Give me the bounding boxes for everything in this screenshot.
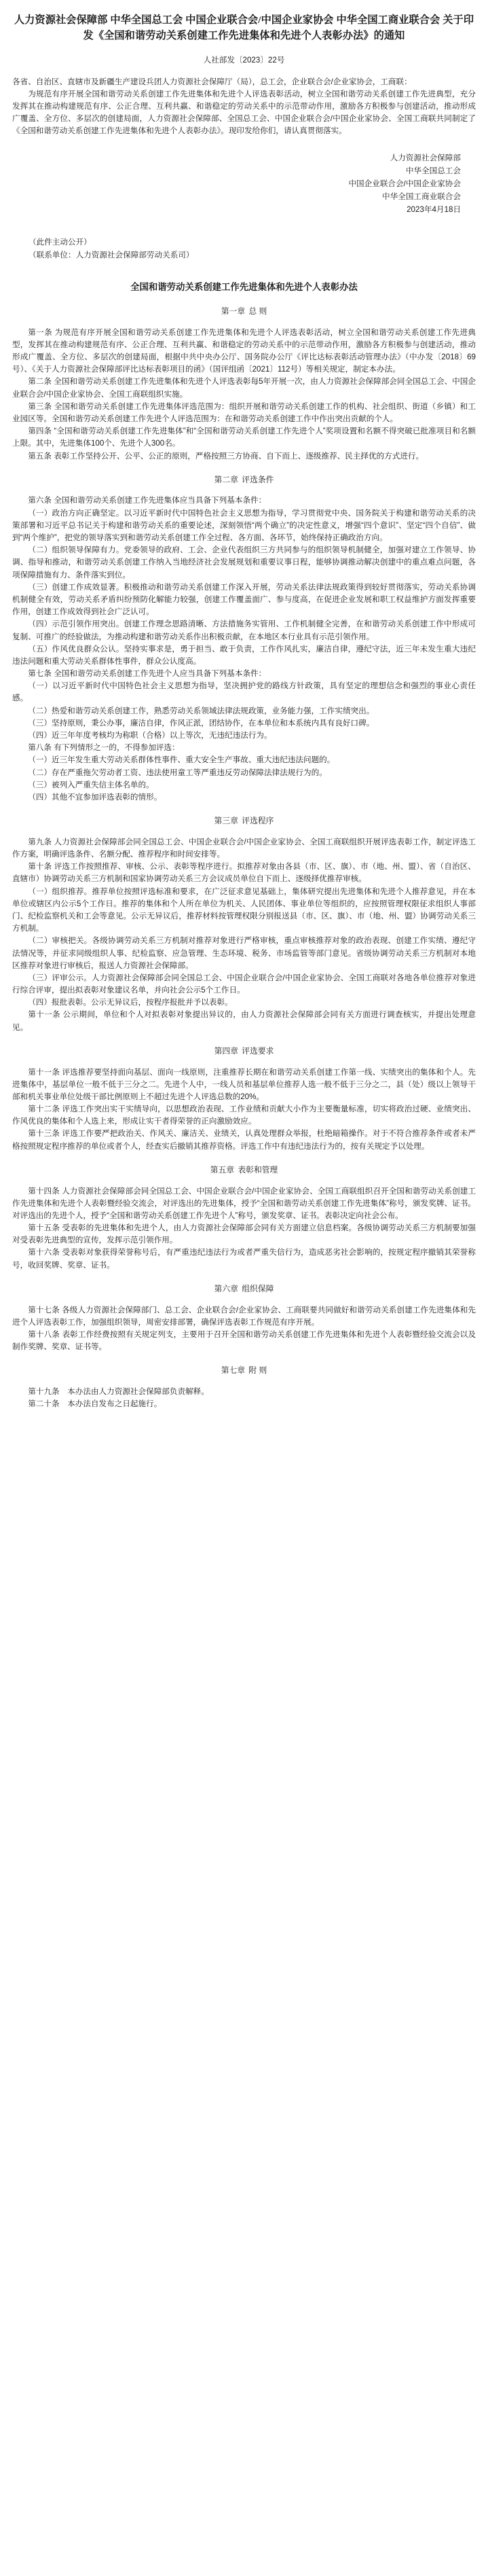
article-paragraph: 第三条 全国和谐劳动关系创建工作先进集体评选范围为：组织开展和谐劳动关系创建工作的机构、社会组织、街道（乡镇）和工业园区等。全国和谐劳动关系创建工作先进个人评选范围为：在和谐劳动关系创建工作中作出突出贡献的个人。	[12, 401, 476, 424]
signature-block	[12, 152, 476, 216]
signatory: 中国企业联合会/中国企业家协会	[348, 179, 461, 188]
notice-body: 为规范有序开展全国和谐劳动关系创建工作先进集体和先进个人评选表彰活动，树立全国和谐劳动关系创建工作先进典型，充分发挥其在推动构建规范有序、公正合理、互利共赢、和谐稳定的劳动关系中的示范带动作用，激励各方积极参与创建活动，推动形成广覆盖、全方位、多层次的创建局面，人力资源社会保障部、全国总工会、中国企业联合会/中国企业家协会、全国工商联共同制定了《全国和谐劳动关系创建工作先进集体和先进个人表彰办法》。现印发给你们，请认真贯彻落实。	[12, 89, 476, 136]
signatory: 人力资源社会保障部	[390, 154, 461, 163]
chapter-number: 第二章	[214, 474, 238, 484]
article-paragraph: （二）热爱和谐劳动关系创建工作，熟悉劳动关系领域法律法规政策，业务能力强，工作实绩突出。	[28, 706, 375, 715]
article-paragraph: 第八条 有下列情形之一的，不得参加评选：	[28, 743, 180, 753]
signatory: 中华全国工商业联合会	[382, 192, 461, 201]
article-paragraph: 第二条 全国和谐劳动关系创建工作先进集体和先进个人评选表彰每5年开展一次，由人力资源社会保障部会同全国总工会、中国企业联合会/中国企业家协会、全国工商联组织实施。	[12, 377, 476, 399]
article-paragraph: （四）其他不宜参加评选表彰的情形。	[28, 792, 162, 802]
article-paragraph: 第九条 人力资源社会保障部会同全国总工会、中国企业联合会/中国企业家协会、全国工商联组织开展评选表彰工作，制定评选工作方案，明确评选条件、名额分配、推荐程序和时间安排等。	[12, 837, 476, 859]
article-paragraph: （二）存在严重拖欠劳动者工资、违法使用童工等严重违反劳动保障法律法规行为的。	[28, 768, 327, 777]
notice-document-number: 人社部发〔2023〕22号	[203, 56, 285, 65]
notice-footnotes	[12, 236, 476, 262]
chapter-heading	[12, 1365, 476, 1377]
chapter-heading	[12, 1045, 476, 1058]
article-paragraph: （一）政治方向正确坚定。以习近平新时代中国特色社会主义思想为指导，学习贯彻党中央、国务院关于构建和谐劳动关系的决策部署和习近平总书记关于构建和谐劳动关系的重要论述，深刻领悟“两个确立”的决定性意义，增强“四个意识”、坚定“四个自信”、做到“两个维护”，把党的领导落实到和谐劳动关系创建工作全过程、各方面、各环节，始终保持正确政治方向。	[12, 508, 476, 543]
chapter-name: 附 则	[248, 1365, 267, 1376]
chapter-number: 第七章	[221, 1365, 246, 1376]
notice-title: 人力资源社会保障部 中华全国总工会 中国企业联合会/中国企业家协会 中华全国工商业联合会 关于印发《全国和谐劳动关系创建工作先进集体和先进个人表彰办法》的通知	[14, 14, 474, 42]
article-paragraph: （三）被列入严重失信主体名单的。	[28, 780, 154, 789]
notice-date: 2023年4月18日	[407, 204, 461, 214]
chapter-number: 第四章	[214, 1045, 238, 1056]
chapter-number: 第五章	[210, 1164, 235, 1175]
article-paragraph: 第十一条 公示期间，单位和个人对拟表彰对象提出异议的，由人力资源社会保障部会同有关方面进行调查核实，并提出处理意见。	[12, 1010, 476, 1032]
article-paragraph: 第七条 全国和谐劳动关系创建工作先进个人应当具备下列基本条件：	[28, 669, 267, 679]
article-paragraph: 第十一条 评选推荐要坚持面向基层、面向一线原则，注重推荐长期在和谐劳动关系创建工作第一线、实绩突出的集体和个人。先进集体中，基层单位一般不低于三分之二。先进个人中，一线人员和基层单位推荐人选一般不低于三分之二，县（处）级以上领导干部和机关事业单位处级干部比例原则上不超过先进个人评选总数的20%。	[12, 1067, 476, 1101]
attachment-body	[12, 306, 476, 1410]
article-paragraph: 第六条 全国和谐劳动关系创建工作先进集体应当具备下列基本条件：	[28, 496, 267, 505]
chapter-name: 评选程序	[242, 816, 274, 826]
article-paragraph: （四）报批表彰。公示无异议后，按程序报批并予以表彰。	[28, 998, 233, 1007]
article-paragraph: 第十六条 受表彰对象获得荣誉称号后，有严重违纪违法行为或者严重失信行为，造成恶劣社会影响的，按规定程序撤销其荣誉称号，收回奖牌、奖章、证书。	[12, 1248, 476, 1270]
attachment-title: 全国和谐劳动关系创建工作先进集体和先进个人表彰办法	[130, 281, 358, 292]
article-paragraph: 第十三条 评选工作要严把政治关、作风关、廉洁关、业绩关，认真处理群众举报，杜绝暗箱操作。对于不符合推荐条件或者未严格按照规定程序推荐的单位或者个人，经查实后撤销其推荐资格。评选工作中有违纪违法行为的，按有关规定予以处理。	[12, 1129, 476, 1151]
article-paragraph: 第五条 表彰工作坚持公开、公平、公正的原则，严格按照三方协商、自下而上、逐级推荐、民主择优的方式进行。	[28, 451, 424, 461]
article-paragraph: （三）评审公示。人力资源社会保障部会同全国总工会、中国企业联合会/中国企业家协会、全国工商联对各地各单位推荐对象进行综合评审，提出拟表彰对象建议名单，并向社会公示5个工作日。	[12, 973, 476, 995]
article-paragraph: （三）创建工作成效显著。积极推动和谐劳动关系创建工作深入开展，劳动关系法律法规政策得到较好贯彻落实，劳动关系协调机制健全有效，劳动关系矛盾纠纷预防化解能力较强，创建工作覆盖面广、参与度高，在促进企业发展和职工权益维护方面发挥重要作用，创建工作成效得到社会广泛认可。	[12, 582, 476, 617]
article-paragraph: 第十八条 表彰工作经费按照有关规定列支，主要用于召开全国和谐劳动关系创建工作先进集体和先进个人表彰暨经验交流会以及制作奖牌、奖章、证书等。	[12, 1329, 476, 1352]
article-paragraph: （二）审核把关。各级协调劳动关系三方机制对推荐对象进行严格审核，重点审核推荐对象的政治表现、创建工作实绩、遵纪守法情况等，并征求同级组织人事、纪检监察、应急管理、生态环境、税务、市场监管等部门意见。省级协调劳动关系三方机制对本地区推荐对象进行审核后，报送人力资源社会保障部。	[12, 936, 476, 970]
chapter-heading	[12, 1164, 476, 1177]
chapter-name: 组织保障	[242, 1283, 274, 1293]
chapter-name: 评选条件	[242, 474, 274, 484]
chapter-heading	[12, 474, 476, 486]
article-paragraph: （五）作风优良群众公认。坚持实事求是，勇于担当、敢于负责，工作作风扎实，廉洁自律，遵纪守法，近三年未发生重大违纪违法问题和重大劳动关系群体性事件，群众公认度高。	[12, 644, 476, 666]
article-paragraph: 第一条 为规范有序开展全国和谐劳动关系创建工作先进集体和先进个人评选表彰活动，树立全国和谐劳动关系创建工作先进典型，发挥其在推动构建规范有序、公正合理、互利共赢、和谐稳定的劳动关系中的示范带动作用，激励各方积极参与创建活动，推动形成广覆盖、全方位、多层次的创建局面，根据中共中央办公厅、国务院办公厅《评比达标表彰活动管理办法》（中办发〔2018〕69号）、《关于人力资源社会保障部评比达标表彰项目的函》（国评组函〔2021〕112号）等相关规定，制定本办法。	[12, 327, 476, 374]
article-paragraph: 第十条 评选工作按照推荐、审核、公示、表彰等程序进行。拟推荐对象由各县（市、区、旗）、市（地、州、盟）、省（自治区、直辖市）协调劳动关系三方机制和国家协调劳动关系三方会议成员单位自下而上、逐级择优推荐审核。	[12, 862, 476, 884]
chapter-heading	[12, 306, 476, 318]
article-paragraph: （一）近三年发生重大劳动关系群体性事件、重大安全生产事故、重大违纪违法问题的。	[28, 755, 335, 765]
publication-note: （此件主动公开）	[29, 238, 92, 247]
article-paragraph: 第十四条 人力资源社会保障部会同全国总工会、中国企业联合会/中国企业家协会、全国工商联组织召开全国和谐劳动关系创建工作先进集体和先进个人表彰暨经验交流会，对评选出的先进集体，授予“全国和谐劳动关系创建工作先进集体”称号，颁发奖牌、证书。对评选出的先进个人，授予“全国和谐劳动关系创建工作先进个人”称号，颁发奖章、证书。表彰决定向社会公布。	[12, 1186, 476, 1220]
article-paragraph: 第十五条 受表彰的先进集体和先进个人，由人力资源社会保障部会同有关方面建立信息档案。各级协调劳动关系三方机制要加强对受表彰先进典型的宣传，发挥示范引领作用。	[12, 1223, 476, 1245]
signatory: 中华全国总工会	[405, 166, 461, 176]
article-paragraph: （二）组织领导保障有力。党委领导的政府、工会、企业代表组织三方共同参与的组织领导机制健全，加强对建立工作领导、协调、指导和推动，和谐劳动关系创建工作纳入当地经济社会发展规划和重要议事日程，能够协调推动解决创建中的重点难点问题，各项保障措施有力、条件落实到位。	[12, 545, 476, 579]
article-paragraph: （三）坚持原则，秉公办事，廉洁自律，作风正派，团结协作，在本单位和本系统内具有良好口碑。	[28, 718, 375, 728]
chapter-number: 第一章	[221, 306, 246, 317]
article-paragraph: 第十九条 本办法由人力资源社会保障部负责解释。	[28, 1387, 209, 1396]
article-paragraph: 第二十条 本办法自发布之日起施行。	[28, 1399, 162, 1409]
article-paragraph: （一）组织推荐。推荐单位按照评选标准和要求，在广泛征求意见基础上，集体研究提出先进集体和先进个人推荐意见，并在本单位或辖区内公示5个工作日。推荐的集体和个人所在单位为机关、人民团体、事业单位等组织的，应按照管理权限征求组织人事部门、纪检监察机关和工会等意见。公示无异议后，推荐材料按管理权限分别报送县（市、区、旗）、市（地、州、盟）协调劳动关系三方机制。	[12, 887, 476, 933]
article-paragraph: （四）近三年年度考核均为称职（合格）以上等次，无违纪违法行为。	[28, 731, 272, 740]
section-spacer	[12, 262, 476, 281]
chapter-heading	[12, 815, 476, 827]
chapter-name: 总 则	[248, 306, 267, 317]
article-paragraph: （四）示范引领作用突出。创建工作理念思路清晰、方法措施务实管用、工作机制健全完善，在和谐劳动关系创建工作中形成可复制、可推广的经验做法，为推动构建和谐劳动关系作出积极贡献，在本地区本行业具有示范引领作用。	[12, 620, 476, 641]
contact-note: （联系单位：人力资源社会保障部劳动关系司）	[29, 250, 194, 260]
chapter-heading	[12, 1283, 476, 1295]
chapter-name: 评选要求	[242, 1045, 274, 1056]
article-paragraph: 第十二条 评选工作突出实干实绩导向，以思想政治表现、工作业绩和贡献大小作为主要衡量标准，切实将政治过硬、业绩突出、作风优良的集体和个人选上来，形成让实干者得荣誉的正向激励效应。	[12, 1105, 476, 1126]
article-paragraph: 第十七条 各级人力资源社会保障部门、总工会、企业联合会/企业家协会、工商联要共同做好和谐劳动关系创建工作先进集体和先进个人评选表彰工作，加强组织领导，周密安排部署，确保评选表彰工作规范有序开展。	[12, 1305, 476, 1327]
chapter-number: 第六章	[214, 1283, 238, 1293]
chapter-name: 表彰和管理	[238, 1164, 278, 1175]
notice-salutation: 各省、自治区、直辖市及新疆生产建设兵团人力资源社会保障厅（局），总工会，企业联合会/企业家协会，工商联：	[12, 77, 412, 86]
article-paragraph: 第四条 “全国和谐劳动关系创建工作先进集体”和“全国和谐劳动关系创建工作先进个人”奖项设置和名额不得突破已批准项目和名额上限。其中，先进集体100个、先进个人300名。	[12, 427, 476, 448]
article-paragraph: （一）以习近平新时代中国特色社会主义思想为指导，坚决拥护党的路线方针政策，具有坚定的理想信念和强烈的事业心责任感。	[12, 681, 476, 703]
chapter-number: 第三章	[214, 816, 238, 826]
